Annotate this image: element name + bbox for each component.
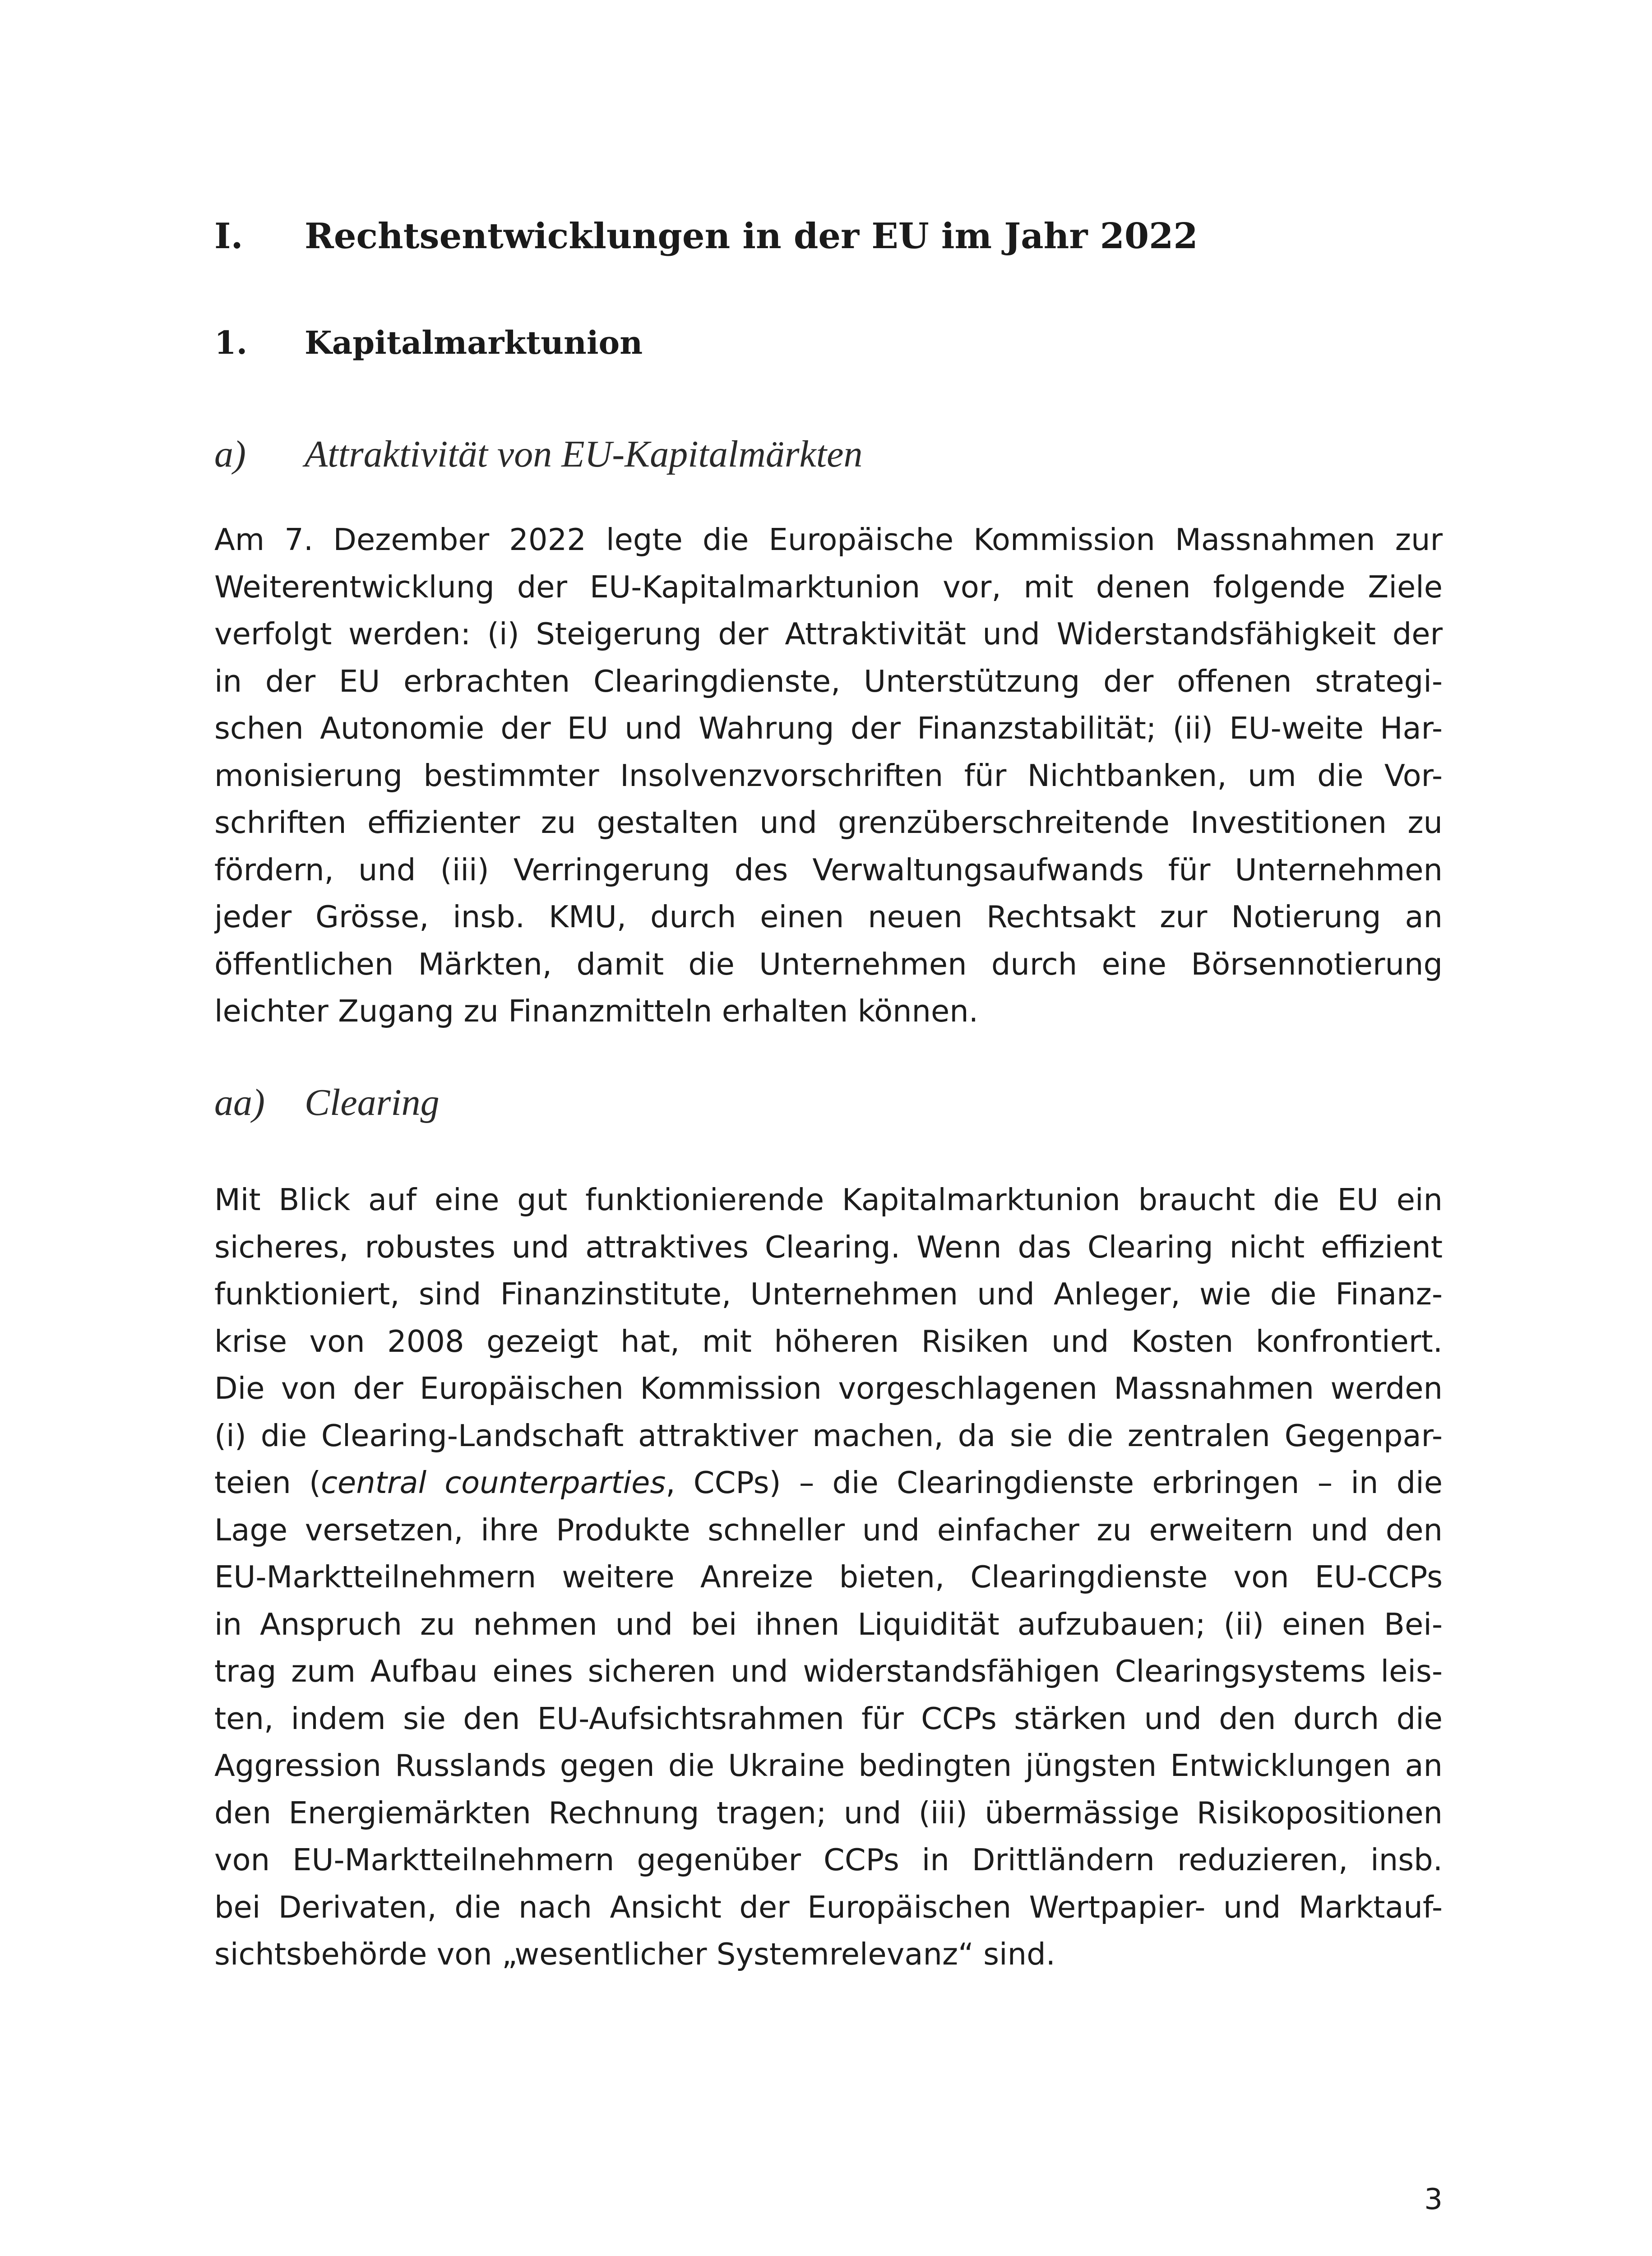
text-line: Weiterentwicklung der EU-Kapitalmarktunion vor, mit denen folgende Ziele	[214, 569, 1443, 605]
subsubsection-heading	[214, 1081, 440, 1124]
page-number: 3	[1424, 2183, 1443, 2216]
text-line	[214, 1459, 1443, 1507]
text-line: Aggression Russlands gegen die Ukraine bedingten jüngsten Entwicklungen an	[214, 1748, 1443, 1783]
text-line: krise von 2008 gezeigt hat, mit höheren Risiken und Kosten konfrontiert.	[214, 1323, 1443, 1359]
text-line: (i) die Clearing-Landschaft attraktiver machen, da sie die zentralen Gegenpar-	[214, 1418, 1443, 1453]
subsubsection-number: a)	[214, 433, 246, 475]
text-line: Die von der Europäischen Kommission vorgeschlagenen Massnahmen werden	[214, 1371, 1443, 1406]
text-line: von EU-Marktteilnehmern gegenüber CCPs in Drittländern reduzieren, insb.	[214, 1842, 1443, 1877]
text-line: Lage versetzen, ihre Produkte schneller und einfacher zu erweitern und den	[214, 1512, 1443, 1548]
text-line: schen Autonomie der EU und Wahrung der Finanzstabilität; (ii) EU-weite Har-	[214, 711, 1443, 746]
text-line: jeder Grösse, insb. KMU, durch einen neuen Rechtsakt zur Notierung an	[214, 899, 1443, 934]
text-line: Mit Blick auf eine gut funktionierende Kapitalmarktunion braucht die EU ein	[214, 1182, 1443, 1217]
text-line: trag zum Aufbau eines sicheren und widerstandsfähigen Clearingsystems leis-	[214, 1654, 1443, 1689]
subsection-heading	[214, 324, 643, 361]
text-line: verfolgt werden: (i) Steigerung der Attraktivität und Widerstandsfähigkeit der	[214, 616, 1443, 652]
text-line: den Energiemärkten Rechnung tragen; und (iii) übermässige Risikopositionen	[214, 1795, 1443, 1831]
text-line: leichter Zugang zu Finanzmitteln erhalten können.	[214, 994, 978, 1029]
text-line: bei Derivaten, die nach Ansicht der Europäischen Wertpapier- und Marktauf-	[214, 1889, 1443, 1925]
section-title: Rechtsentwicklungen in der EU im Jahr 2022	[305, 216, 1198, 257]
text-line: sichtsbehörde von „wesentlicher Systemrelevanz“ sind.	[214, 1937, 1055, 1972]
text-line: schriften effizienter zu gestalten und grenzüberschreitende Investitionen zu	[214, 805, 1443, 840]
text-line: in Anspruch zu nehmen und bei ihnen Liquidität aufzubauen; (ii) einen Bei-	[214, 1606, 1443, 1642]
subsection-title: Kapitalmarktunion	[305, 324, 643, 361]
body-paragraph-clearing	[214, 1176, 1443, 1978]
text-run: teien (	[214, 1465, 321, 1500]
text-line: EU-Marktteilnehmern weitere Anreize bieten, Clearingdienste von EU-CCPs	[214, 1559, 1443, 1595]
section-number: I.	[214, 216, 243, 257]
subsubsection-title: Attraktivität von EU-Kapitalmärkten	[305, 433, 863, 475]
text-line: monisierung bestimmter Insolvenzvorschriften für Nichtbanken, um die Vor-	[214, 758, 1443, 793]
text-line: ten, indem sie den EU-Aufsichtsrahmen für CCPs stärken und den durch die	[214, 1701, 1443, 1736]
text-line: fördern, und (iii) Verringerung des Verwaltungsaufwands für Unternehmen	[214, 852, 1443, 888]
text-line: öffentlichen Märkten, damit die Unternehmen durch eine Börsennotierung	[214, 946, 1443, 982]
subsection-number: 1.	[214, 324, 248, 361]
text-line: funktioniert, sind Finanzinstitute, Unternehmen und Anleger, wie die Finanz-	[214, 1276, 1443, 1312]
subsubsection-number: aa)	[214, 1082, 265, 1123]
subsubsection-heading	[214, 432, 862, 476]
subsubsection-title: Clearing	[305, 1082, 440, 1123]
body-paragraph-capital-markets	[214, 516, 1443, 1035]
italic-term: central counterparties	[321, 1465, 666, 1500]
text-line: Am 7. Dezember 2022 legte die Europäische Kommission Massnahmen zur	[214, 522, 1443, 557]
text-line: sicheres, robustes und attraktives Clearing. Wenn das Clearing nicht effizient	[214, 1229, 1443, 1265]
text-run: , CCPs) – die Clearingdienste erbringen – in die	[666, 1465, 1443, 1500]
text-line: in der EU erbrachten Clearingdienste, Unterstützung der offenen strategi-	[214, 663, 1443, 699]
section-heading	[214, 216, 1198, 257]
